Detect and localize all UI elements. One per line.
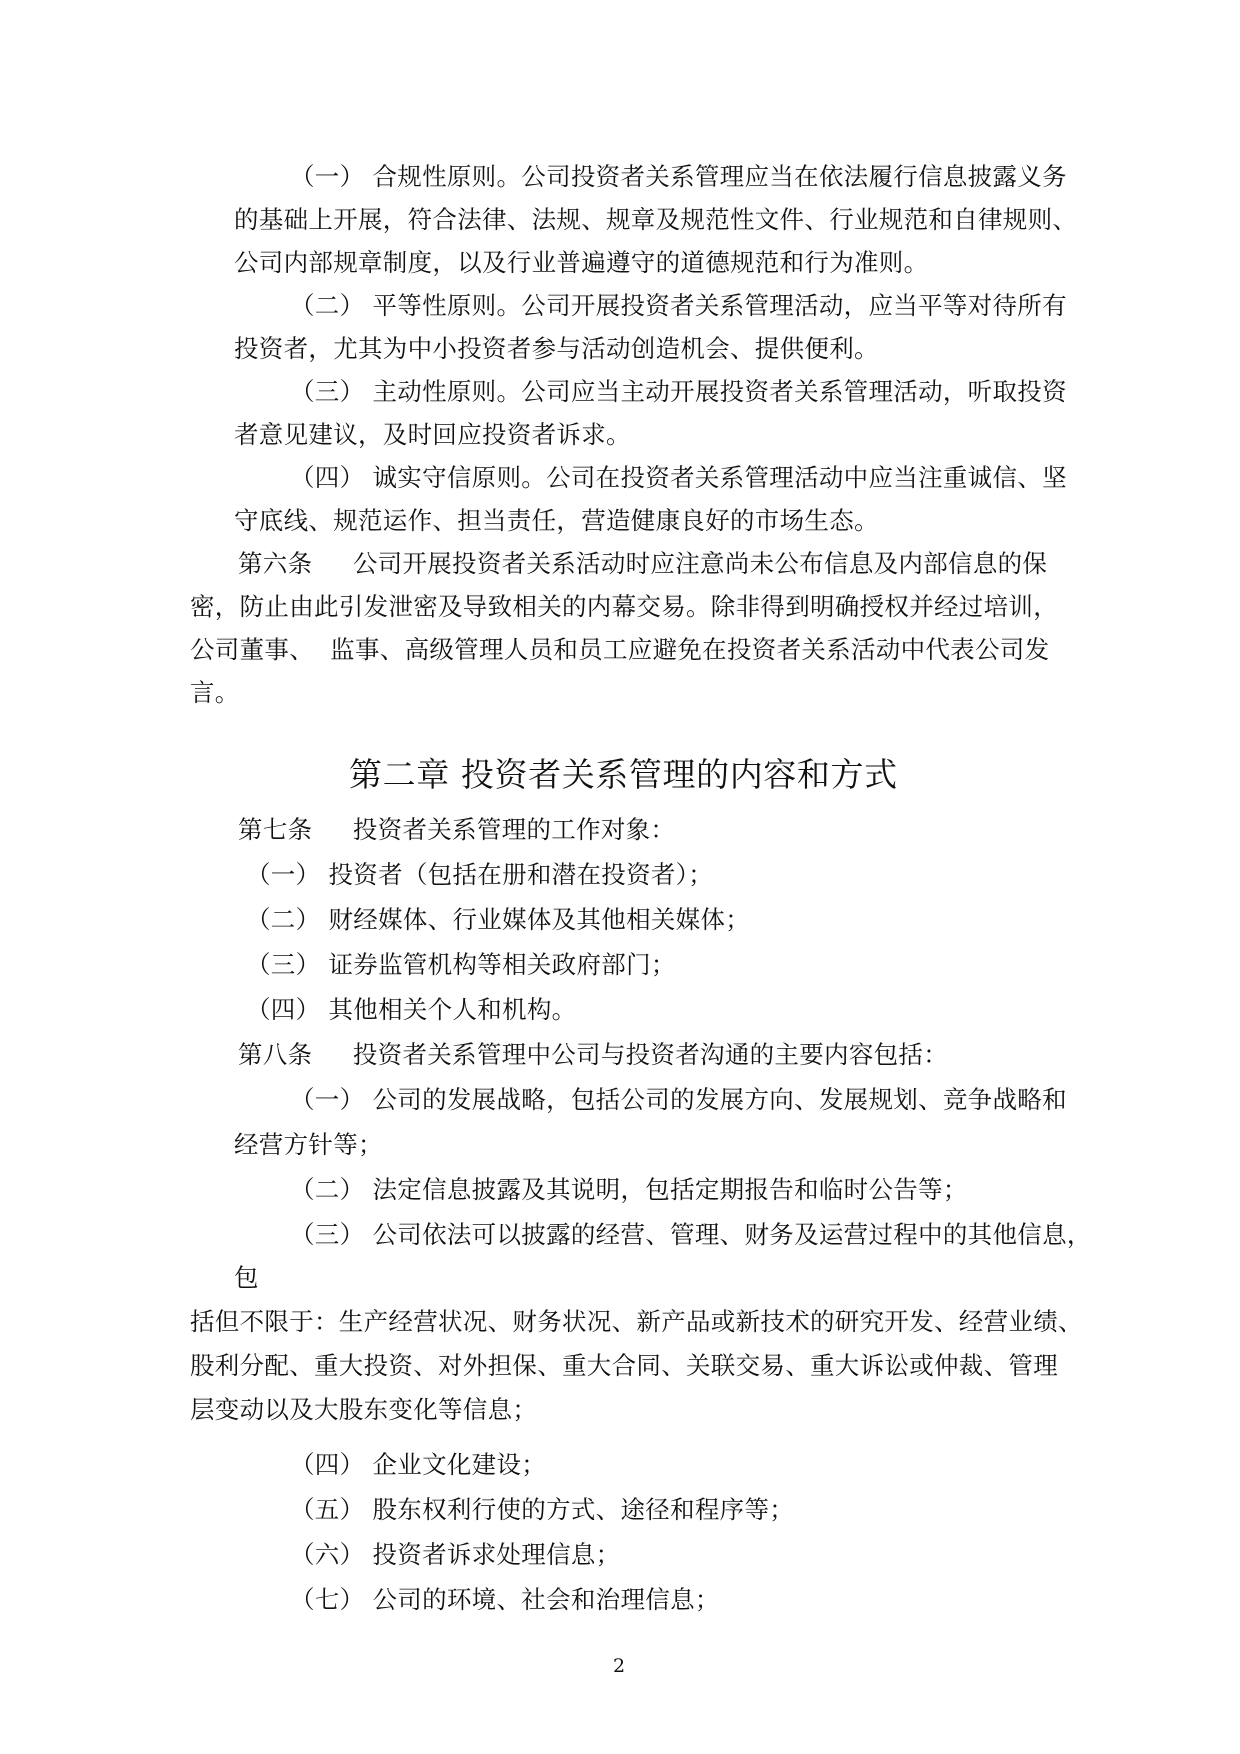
- principle-1-line-1: （一） 合规性原则。公司投资者关系管理应当在依法履行信息披露义务: [290, 162, 1067, 191]
- principle-2-line-1: （二） 平等性原则。公司开展投资者关系管理活动，应当平等对待所有: [290, 291, 1067, 320]
- principle-1-line-2: 的基础上开展，符合法律、法规、规章及规范性文件、行业规范和自律规则、: [234, 205, 1078, 234]
- article-8-item-1-line-2: 经营方针等；: [234, 1130, 383, 1159]
- article-8-item-3-line-5: 层变动以及大股东变化等信息；: [190, 1395, 538, 1424]
- chapter-2-heading: 第二章 投资者关系管理的内容和方式: [349, 755, 898, 794]
- article-7-item-4: （四） 其他相关个人和机构。: [246, 995, 577, 1024]
- article-7-item-3: （三） 证券监管机构等相关政府部门；: [246, 950, 676, 979]
- article-7-item-1: （一） 投资者（包括在册和潜在投资者）；: [246, 860, 714, 889]
- article-8-item-5: （五） 股东权利行使的方式、途径和程序等；: [290, 1495, 795, 1524]
- article-8-item-2: （二） 法定信息披露及其说明，包括定期报告和临时公告等；: [290, 1175, 968, 1204]
- principle-2-line-2: 投资者，尤其为中小投资者参与活动创造机会、提供便利。: [234, 334, 879, 363]
- article-8-item-3-line-2: 包: [234, 1263, 259, 1292]
- article-8-item-3-line-4: 股利分配、重大投资、对外担保、重大合同、关联交易、重大诉讼或仲裁、管理: [190, 1351, 1058, 1380]
- article-8-item-7: （七） 公司的环境、社会和治理信息；: [290, 1585, 720, 1614]
- article-7-title: 第七条 投资者关系管理的工作对象：: [238, 815, 676, 844]
- principle-4-line-1: （四） 诚实守信原则。公司在投资者关系管理活动中应当注重诚信、坚: [290, 463, 1067, 492]
- principle-1-line-3: 公司内部规章制度，以及行业普遍遵守的道德规范和行为准则。: [234, 248, 929, 277]
- article-8-item-6: （六） 投资者诉求处理信息；: [290, 1540, 621, 1569]
- article-6-line-1: 第六条 公司开展投资者关系活动时应注意尚未公布信息及内部信息的保: [238, 549, 1048, 578]
- article-8-item-1-line-1: （一） 公司的发展战略，包括公司的发展方向、发展规划、竞争战略和: [290, 1085, 1067, 1114]
- article-6-line-3: 公司董事、 监事、高级管理人员和员工应避免在投资者关系活动中代表公司发: [190, 635, 1050, 664]
- page-number: 2: [613, 1655, 626, 1677]
- article-6-line-2: 密，防止由此引发泄密及导致相关的内幕交易。除非得到明确授权并经过培训，: [190, 592, 1058, 621]
- article-7-item-2: （二） 财经媒体、行业媒体及其他相关媒体；: [246, 905, 751, 934]
- article-8-item-4: （四） 企业文化建设；: [290, 1450, 547, 1479]
- principle-3-line-2: 者意见建议，及时回应投资者诉求。: [234, 420, 631, 449]
- article-6-line-4: 言。: [190, 678, 240, 707]
- article-8-item-3-line-1: （三） 公司依法可以披露的经营、管理、财务及运营过程中的其他信息，: [290, 1220, 1092, 1249]
- article-8-item-3-line-3: 括但不限于：生产经营状况、财务状况、新产品或新技术的研究开发、经营业绩、: [190, 1307, 1083, 1336]
- principle-4-line-2: 守底线、规范运作、担当责任，营造健康良好的市场生态。: [234, 506, 879, 535]
- article-8-title: 第八条 投资者关系管理中公司与投资者沟通的主要内容包括：: [238, 1040, 949, 1069]
- principle-3-line-1: （三） 主动性原则。公司应当主动开展投资者关系管理活动，听取投资: [290, 377, 1067, 406]
